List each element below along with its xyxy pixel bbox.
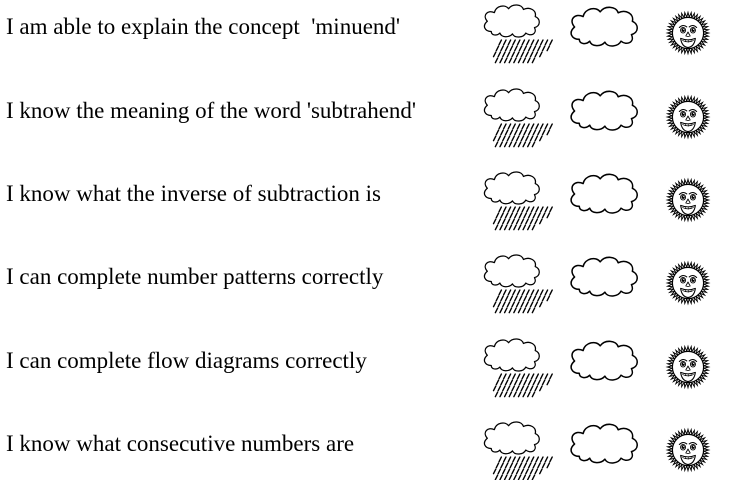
sun-icon[interactable]	[645, 86, 730, 149]
sun-icon[interactable]	[645, 2, 730, 65]
cloud-icon[interactable]	[560, 2, 645, 65]
cloud-icon[interactable]	[560, 336, 645, 399]
rain-cloud-icon[interactable]	[475, 336, 560, 399]
assessment-row	[0, 336, 737, 418]
rain-cloud-icon[interactable]	[475, 419, 560, 480]
cloud-icon[interactable]	[560, 169, 645, 232]
sun-icon[interactable]	[645, 252, 730, 315]
rating-options	[475, 252, 730, 315]
sun-icon[interactable]	[645, 336, 730, 399]
rating-options	[475, 419, 730, 480]
statement-text: I can complete flow diagrams correctly	[6, 348, 367, 373]
rain-cloud-icon[interactable]	[475, 86, 560, 149]
assessment-row	[0, 86, 737, 168]
rain-cloud-icon[interactable]	[475, 2, 560, 65]
rating-options	[475, 2, 730, 65]
assessment-row	[0, 169, 737, 251]
sun-icon[interactable]	[645, 169, 730, 232]
rain-cloud-icon[interactable]	[475, 252, 560, 315]
statement-text: I know the meaning of the word 'subtrahend'	[6, 98, 417, 123]
rating-options	[475, 169, 730, 232]
sun-icon[interactable]	[645, 419, 730, 480]
cloud-icon[interactable]	[560, 86, 645, 149]
assessment-row	[0, 2, 737, 84]
statement-text: I can complete number patterns correctly	[6, 264, 384, 289]
cloud-icon[interactable]	[560, 419, 645, 480]
cloud-icon[interactable]	[560, 252, 645, 315]
assessment-row	[0, 419, 737, 480]
rating-options	[475, 86, 730, 149]
rating-options	[475, 336, 730, 399]
statement-text: I know what consecutive numbers are	[6, 431, 355, 456]
assessment-row	[0, 252, 737, 334]
statement-text: I am able to explain the concept 'minuend'	[6, 14, 401, 39]
statement-text: I know what the inverse of subtraction is	[6, 181, 381, 206]
rain-cloud-icon[interactable]	[475, 169, 560, 232]
